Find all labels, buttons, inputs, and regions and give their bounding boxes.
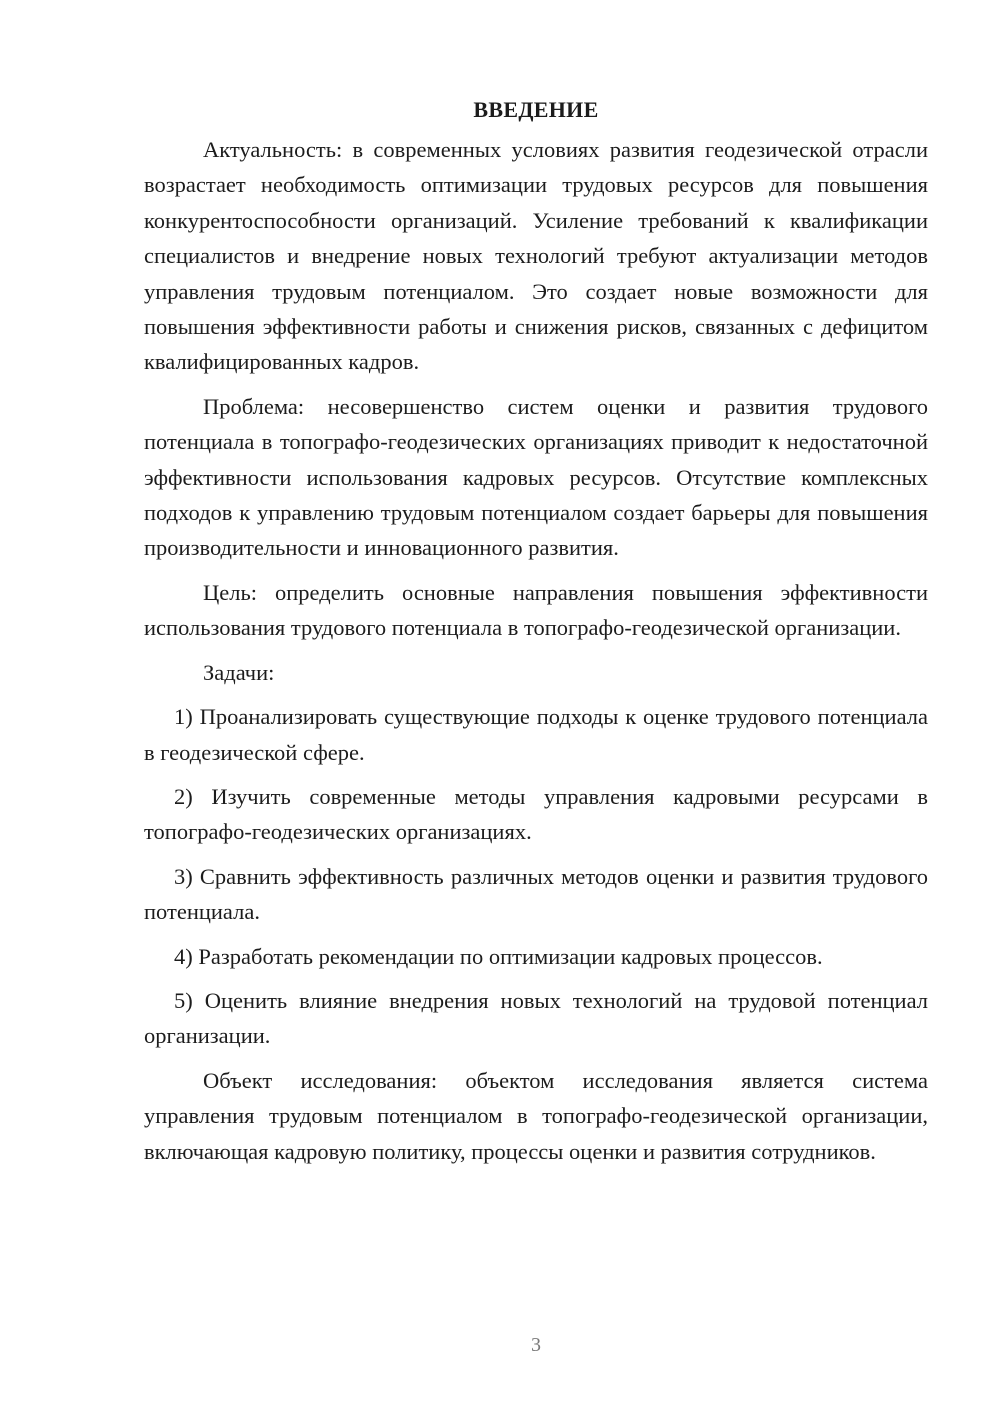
page-number: 3: [531, 1334, 541, 1356]
task-item-3: 3) Сравнить эффективность различных методов оценки и развития трудового потенциала.: [144, 863, 928, 925]
goal-paragraph: Цель: определить основные направления повышения эффективности использования трудового потенциала в топографо-геодезической организации.: [144, 579, 928, 641]
task-item-4: 4) Разработать рекомендации по оптимизации кадровых процессов.: [174, 943, 823, 969]
task-item-1: 1) Проанализировать существующие подходы к оценке трудового потенциала в геодезической сфере.: [144, 704, 928, 765]
relevance-paragraph: Актуальность: в современных условиях развития геодезической отрасли возрастает необходимость оптимизации трудовых ресурсов для повышения конкурентоспособности организаций. Усиление требований к квалификации специалистов и внедрение новых технологий требуют актуализации методов управления трудовым потенциалом. Это создает новые возможности для повышения эффективности работы и снижения рисков, связанных с дефицитом квалифицированных кадров.: [144, 137, 928, 375]
tasks-heading: Задачи:: [203, 659, 275, 685]
document-page: [144, 92, 928, 1178]
page-title: ВВЕДЕНИЕ: [473, 97, 599, 122]
object-paragraph: Объект исследования: объектом исследования является система управления трудовым потенциалом в топографо-геодезической организации, включающая кадровую политику, процессы оценки и развития сотрудников.: [144, 1067, 928, 1164]
task-item-5: 5) Оценить влияние внедрения новых технологий на трудовой потенциал организации.: [144, 987, 928, 1049]
problem-paragraph: Проблема: несовершенство систем оценки и развития трудового потенциала в топографо-геодезических организациях приводит к недостаточной эффективности использования кадровых ресурсов. Отсутствие комплексных подходов к управлению трудовым потенциалом создает барьеры для повышения производительности и инновационного развития.: [144, 393, 928, 561]
task-item-2: 2) Изучить современные методы управления кадровыми ресурсами в топографо-геодезических организациях.: [144, 783, 928, 845]
